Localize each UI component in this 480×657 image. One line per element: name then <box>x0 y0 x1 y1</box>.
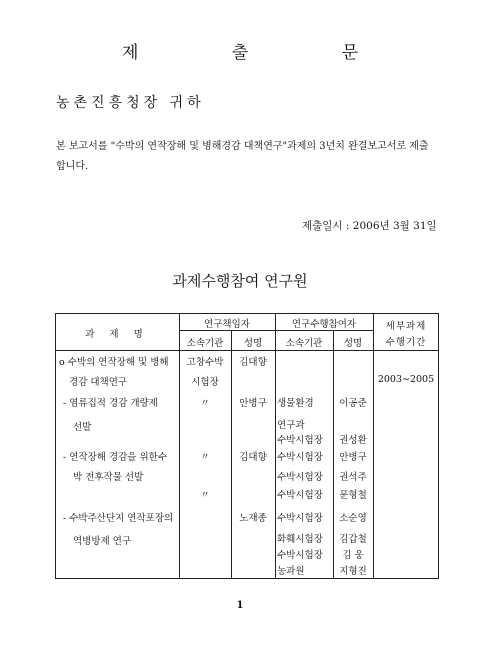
researcher-table <box>55 313 439 579</box>
participant-name: 이공준 <box>339 398 367 409</box>
col-divider-5 <box>373 313 374 579</box>
table-title: 과제수행참여 연구원 <box>172 272 308 290</box>
leader-name: 노재종 <box>239 513 267 524</box>
leader-org: 〃 <box>200 398 210 409</box>
leader-org: 고창수박 <box>186 357 224 368</box>
table-border-right <box>438 313 439 579</box>
header-bottom-line <box>55 350 439 351</box>
leader-org: 시험장 <box>191 377 219 388</box>
task-line: 선발 <box>73 422 92 433</box>
participant-name: 문형철 <box>339 490 367 501</box>
participant-org: 수박시험장 <box>277 452 323 463</box>
participant-org: 수박시험장 <box>277 472 323 483</box>
leader-name: 김대향 <box>239 357 267 368</box>
header-mid-line <box>179 330 373 331</box>
body-text-line-2: 합니다. <box>56 161 89 172</box>
table-border-top <box>55 313 439 314</box>
leader-org: 〃 <box>200 452 210 463</box>
header-leader-name: 성명 <box>243 338 263 349</box>
recipient-line: 농촌진흥청장 귀하 <box>56 95 205 111</box>
task-line: 경감 대책연구 <box>69 377 128 388</box>
task-line: 박 전후작물 선발 <box>73 472 144 483</box>
participant-org: 생물환경 <box>277 398 314 409</box>
document-title: 제 출 문 <box>121 43 403 63</box>
leader-name: 김대향 <box>239 452 267 463</box>
participant-name: 안병구 <box>339 452 367 463</box>
body-text-line-1: 본 보고서를 "수박의 연작장해 및 병해경감 대책연구"과제의 3년치 완결보고서로 제출 <box>56 141 429 152</box>
participant-org: 수박시험장 <box>277 550 323 561</box>
header-period-line1: 세부과제 <box>385 321 427 332</box>
participant-org: 수박시험장 <box>277 490 323 501</box>
participant-org: 농과원 <box>277 566 305 577</box>
participant-name: 김 웅 <box>342 550 364 561</box>
header-period-line2: 수행기간 <box>385 337 427 348</box>
header-participant-group: 연구수행참여자 <box>291 319 357 330</box>
task-line: o 수박의 연작장해 및 병해 <box>59 357 169 368</box>
participant-name: 지형진 <box>339 566 367 577</box>
participant-name: 소순영 <box>339 513 367 524</box>
participant-org: 연구과 <box>277 420 305 431</box>
header-leader-group: 연구책임자 <box>204 319 250 330</box>
task-line: - 염류집적 경감 개량제 <box>63 398 158 409</box>
table-border-bottom <box>55 578 439 579</box>
leader-name: 안병구 <box>239 398 267 409</box>
participant-org: 수박시험장 <box>277 435 323 446</box>
col-divider-1 <box>179 313 180 579</box>
col-divider-3 <box>275 313 276 579</box>
task-line: - 연작장해 경감을 위한수 <box>63 452 168 463</box>
participant-org: 수박시험장 <box>277 513 323 524</box>
participant-name: 김갑철 <box>339 534 367 545</box>
participant-name: 권석주 <box>339 472 367 483</box>
submission-date: 제출일시 : 2006년 3월 31일 <box>302 220 437 232</box>
table-border-left <box>55 313 56 579</box>
header-task: 과 제 명 <box>85 329 149 340</box>
leader-org: 〃 <box>200 490 210 501</box>
header-participant-name: 성명 <box>343 338 363 349</box>
participant-name: 권성환 <box>339 435 367 446</box>
page-number: 1 <box>236 600 244 611</box>
header-leader-org: 소속기관 <box>186 338 224 349</box>
period-value: 2003∼2005 <box>377 374 435 385</box>
participant-org: 화훼시험장 <box>277 534 323 545</box>
task-line: 역병방제 연구 <box>73 536 132 547</box>
task-line: - 수박주산단지 연작포장의 <box>63 513 174 524</box>
header-participant-org: 소속기관 <box>285 338 323 349</box>
